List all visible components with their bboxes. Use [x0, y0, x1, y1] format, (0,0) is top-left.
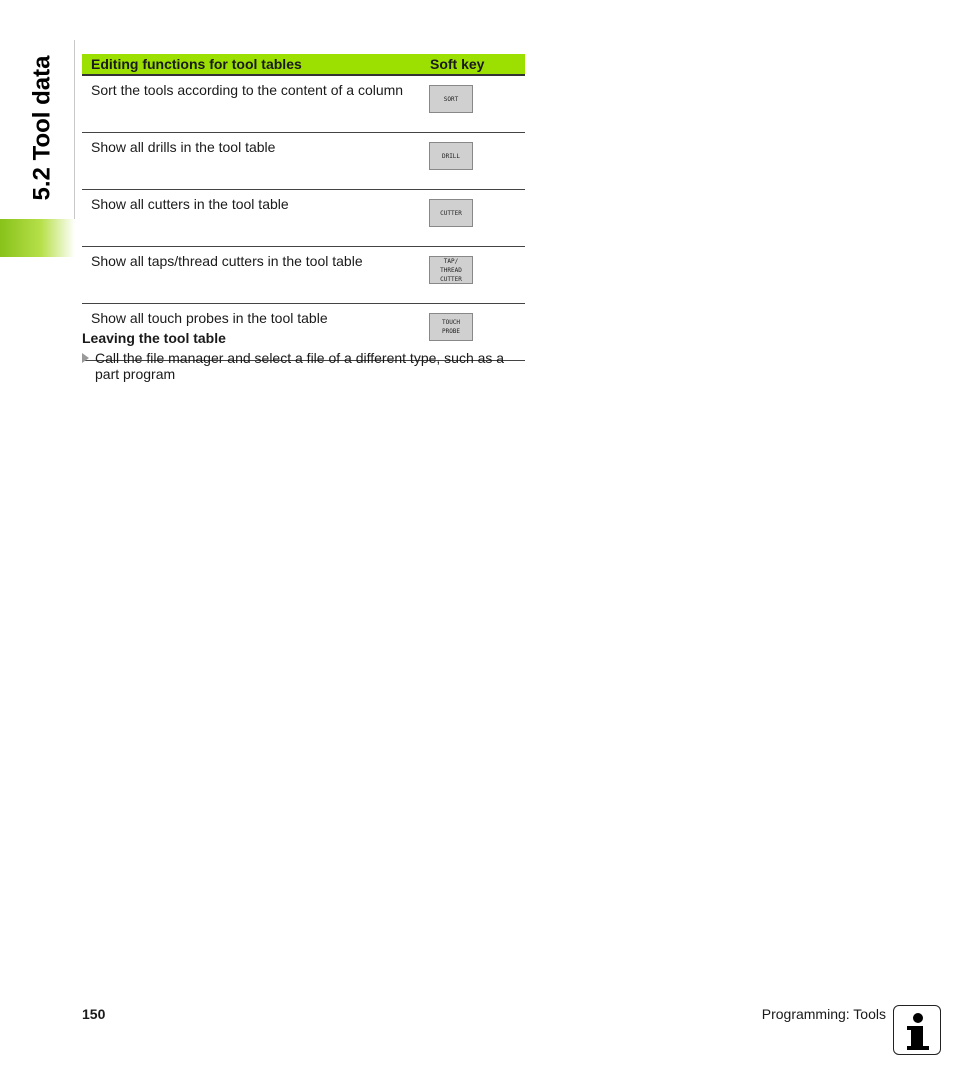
softkey-touch-probe[interactable]: TOUCH PROBE	[429, 313, 473, 341]
row-description: Show all taps/thread cutters in the tool table	[82, 247, 421, 304]
section-title-vertical	[20, 40, 64, 216]
side-rule	[74, 40, 75, 220]
page-number: 150	[82, 1006, 106, 1022]
softkey-cutter[interactable]: CUTTER	[429, 199, 473, 227]
header-function: Editing functions for tool tables	[82, 54, 421, 75]
table-row	[82, 75, 525, 133]
row-description: Show all drills in the tool table	[82, 133, 421, 190]
softkey-tap-thread-cutter[interactable]: TAP/ THREAD CUTTER	[429, 256, 473, 284]
chapter-title: Programming: Tools	[761, 1006, 886, 1022]
row-description: Show all touch probes in the tool table	[82, 304, 421, 361]
table-row	[82, 190, 525, 247]
table-header-row	[82, 54, 525, 75]
row-description: Show all cutters in the tool table	[82, 190, 421, 247]
table-row	[82, 133, 525, 190]
header-softkey: Soft key	[421, 54, 525, 75]
triangle-bullet-icon	[82, 353, 89, 363]
softkey-drill[interactable]: DRILL	[429, 142, 473, 170]
section-title: 5.2 Tool data	[28, 55, 56, 201]
leaving-bullet	[82, 350, 527, 382]
softkey-sort[interactable]: SORT	[429, 85, 473, 113]
row-description: Sort the tools according to the content of a column	[82, 75, 421, 133]
table-row	[82, 247, 525, 304]
editing-functions-table	[82, 54, 525, 361]
leaving-heading: Leaving the tool table	[82, 330, 226, 346]
leaving-bullet-text: Call the file manager and select a file of a different type, such as a part program	[95, 350, 505, 382]
info-icon	[893, 1005, 941, 1055]
section-tab-marker	[0, 219, 75, 257]
